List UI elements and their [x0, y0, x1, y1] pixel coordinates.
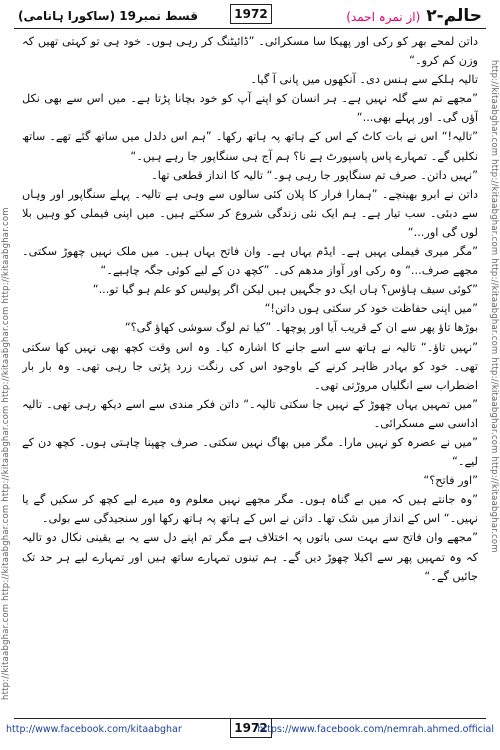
- novel-title: [346, 4, 482, 29]
- paragraph: ”تالیہ!“ اس نے بات کاٹ کے اس کے ہاتھ پہ ہاتھ رکھا۔ ”ہم اس دلدل میں ساتھ گئے تھے۔ ساتھ نکلیں گے۔ تمہارے پاس پاسپورٹ ہے نا؟ ہم آج ہی سنگاپور جا رہے ہیں۔“: [22, 130, 478, 163]
- paragraph: ”میں اپنی حفاظت خود کر سکتی ہوں داتن!“: [264, 302, 478, 316]
- paragraph: ”اور فاتح؟“: [423, 474, 478, 488]
- paragraph: تالیہ ہلکے سے ہنس دی۔ آنکھوں میں پانی آ گیا۔: [250, 73, 478, 87]
- title-text: حالم-۲: [426, 6, 482, 26]
- paragraph: ”مگر میری فیملی یہیں ہے۔ ایڈم یہاں ہے۔ وان فاتح یہاں ہیں۔ میں ملک نہیں چھوڑ سکتی۔ مجھے صرف...“ وہ رکی اور آواز مدھم کی۔ ”کچھ دن کے لیے کوئی جگہ چاہیے۔“: [22, 245, 478, 278]
- author-text: (از نمرہ احمد): [346, 10, 421, 24]
- header-page-number: 1972: [230, 4, 272, 24]
- paragraph: بوڑھا تاؤ پھر سے ان کے قریب آیا اور پوچھا۔ ”کیا تم لوگ سوشی کھاؤ گی؟“: [124, 321, 478, 335]
- footer-page-number: 1972: [230, 718, 272, 738]
- paragraph: ”میں نے عصرہ کو نہیں مارا۔ مگر میں بھاگ نہیں سکتی۔ صرف چھپنا چاہتی ہوں۔ کچھ دن کے لیے۔“: [22, 435, 478, 469]
- paragraph: ”وہ جانتے ہیں کہ میں بے گناہ ہوں۔ مگر مجھے نہیں معلوم وہ میرے لیے کچھ کر سکیں گے یا نہیں۔“ اس کے انداز میں شک تھا۔ داتن نے اس کے ہاتھ پہ ہاتھ رکھا اور سنجیدگی سے بولی۔: [22, 493, 478, 526]
- facebook-kitaabghar-link[interactable]: http://www.facebook.com/kitaabghar: [6, 724, 182, 735]
- paragraph: ”مجھے تم سے گلہ نہیں ہے۔ ہر انسان کو اپنے آپ کو خود بچانا پڑتا ہے۔ میں اس سے بھی نکل آؤں گی۔ اور پہلے بھی...“: [22, 92, 478, 125]
- left-watermark-url: http://kitaabghar.com http://kitaabghar.com http://kitaabghar.com http://kitaabghar.com http://kitaabghar.com: [1, 207, 11, 700]
- paragraph: ”نہیں تاؤ۔“ تالیہ نے ہاتھ سے اسے جانے کا اشارہ کیا۔ وہ اس وقت کچھ بھی نہیں کھا سکتی تھی۔ خود کو بہادر ظاہر کرنے کے باوجود اس کی رنگت زرد پڑتی جا رہی تھی۔ وہ بار بار اضطراب سے انگلیاں مروڑتی تھی۔: [22, 340, 478, 392]
- right-watermark-url: http://kitaabghar.com http://kitaabghar.com http://kitaabghar.com http://kitaabghar.com http://kitaabghar.com: [489, 60, 499, 553]
- story-body: [22, 32, 478, 700]
- paragraph: داتن نے ابرو بھینچے۔ ”ہمارا فرار کا پلان کئی سالوں سے وہی ہے تالیہ۔ پہلے سنگاپور اور وہاں سے دبئی۔ سب تیار ہے۔ ہم ایک نئی زندگی شروع کر سکتے ہیں۔ میں اپنی فیملی کو وہیں بلا لوں گی اور...“: [22, 187, 478, 239]
- paragraph: ”نہیں داتن۔ صرف تم سنگاپور جا رہی ہو۔“ تالیہ کا انداز قطعی تھا۔: [151, 168, 478, 182]
- paragraph: ”کوئی سیف ہاؤس؟ ہاں ایک دو جگہیں ہیں لیکن اگر پولیس کو علم ہو گیا تو...“: [92, 283, 478, 297]
- paragraph: ”میں تمہیں یہاں چھوڑ کے نہیں جا سکتی تالیہ۔“ داتن فکر مندی سے اسے دیکھ رہی تھی۔ تالیہ اداسی سے مسکرائی۔: [22, 397, 478, 430]
- paragraph: ”مجھے وان فاتح سے بہت سی باتوں پہ اختلاف ہے مگر تم اپنے دل سے یہ بے یقینی نکال دو تالیہ کہ وہ تمہیں پھر سے اکیلا چھوڑ دیں گے۔ ہم تینوں تمہارے ساتھ ہیں اور تمہارے لیے ہر حد تک جائیں گے۔“: [22, 531, 478, 583]
- facebook-nemrah-link[interactable]: https://www.facebook.com/nemrah.ahmed.official: [257, 724, 494, 735]
- paragraph: داتن لمحے بھر کو رکی اور پھیکا سا مسکرائی۔ ”ڈائیٹنگ کر رہی ہوں۔ خود ہی تو کہتی تھیں کہ وزن کم کرو۔“: [22, 35, 478, 68]
- episode-label: قسط نمبر19 (ساکورا ہانامی): [18, 9, 198, 23]
